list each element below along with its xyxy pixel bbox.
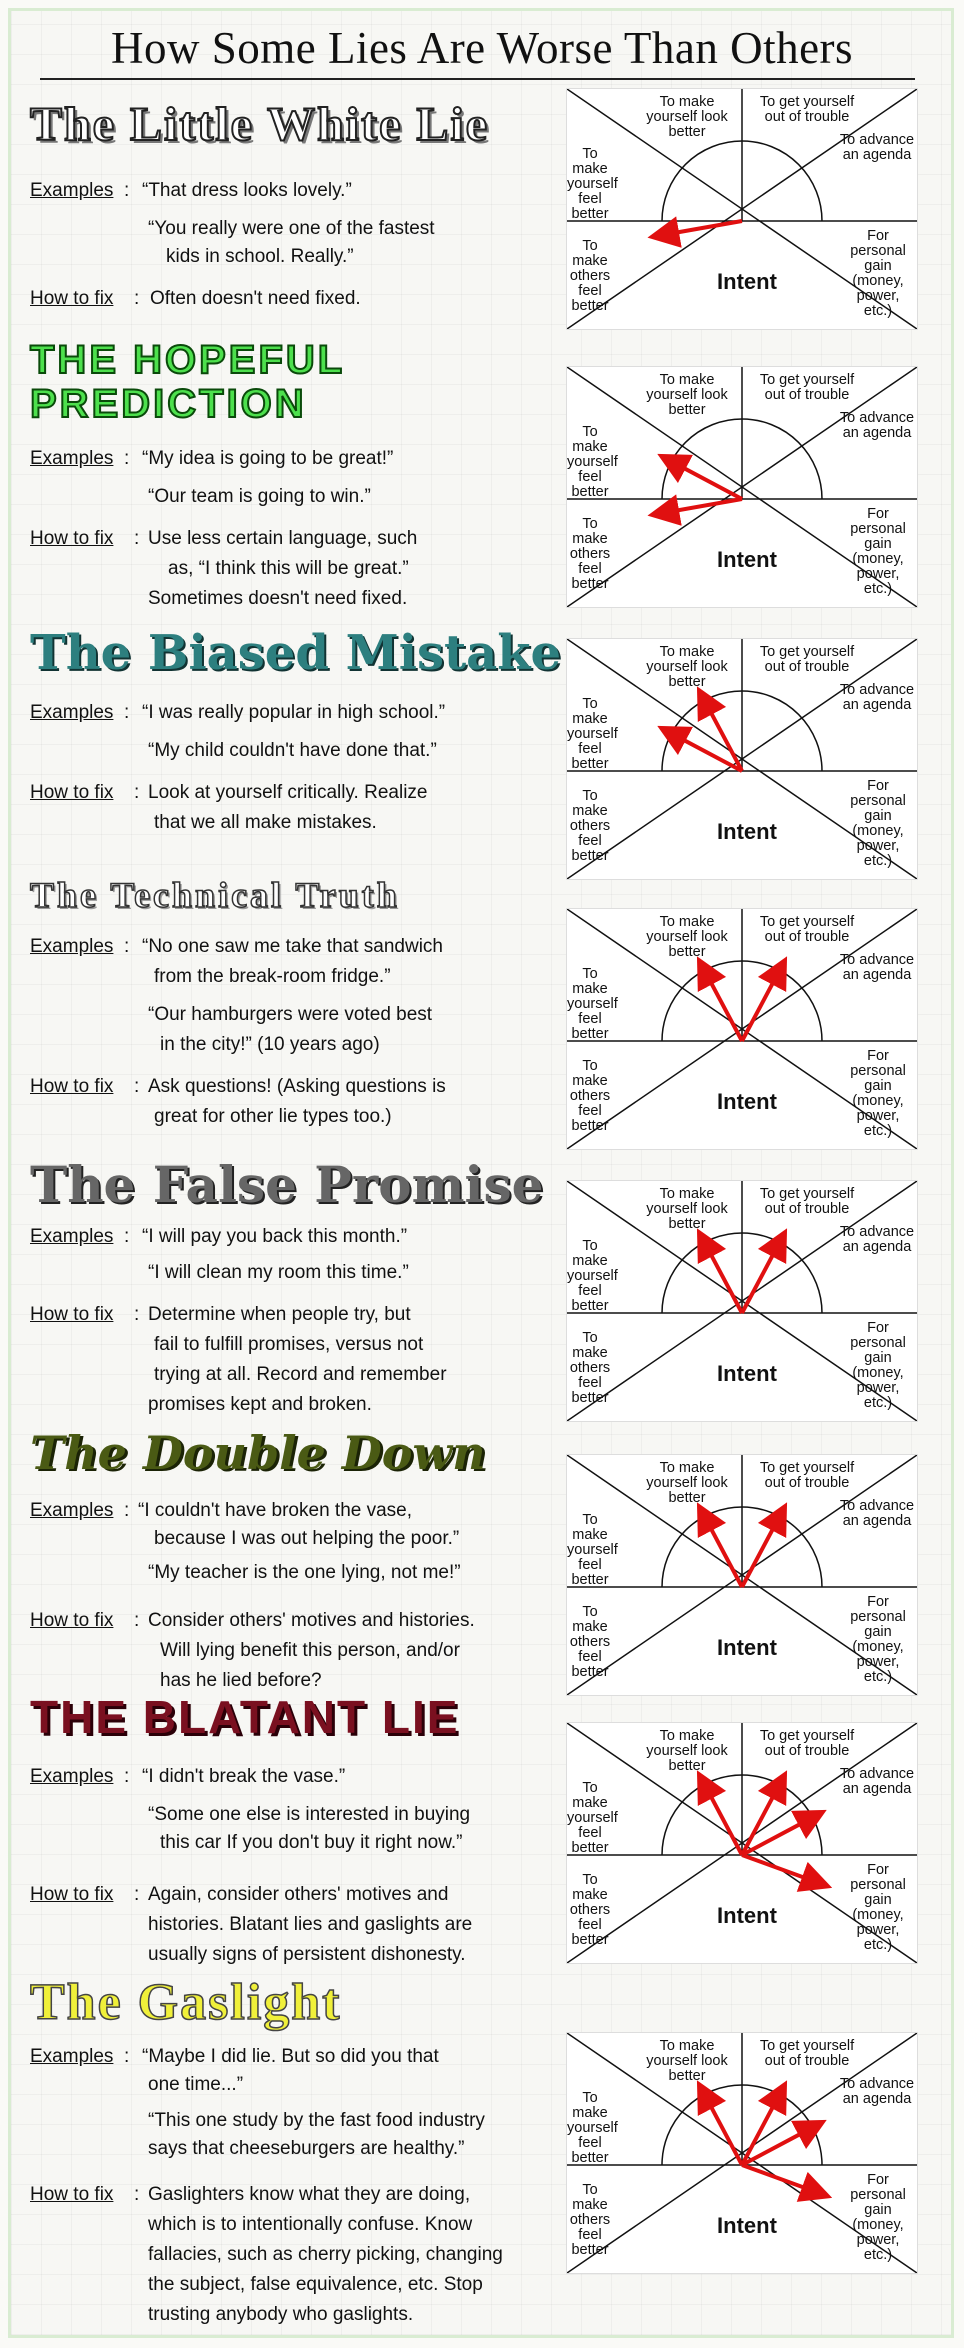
wheel-label-out-of-trouble: To get yourself out of trouble bbox=[759, 1728, 855, 1759]
example-text: “I was really popular in high school.” bbox=[142, 702, 446, 723]
wheel-label-personal-gain: For personal gain (money, power, etc.) bbox=[850, 1862, 906, 1953]
wheel-label-look-better: To make yourself look better bbox=[646, 1728, 728, 1774]
wheel-intent-label: Intent bbox=[717, 547, 777, 572]
fix-text: Again, consider others' motives and bbox=[148, 1884, 449, 1905]
fix-text: has he lied before? bbox=[160, 1670, 322, 1691]
wheel-label-yourself-feel-better: To make yourself feel better bbox=[567, 424, 618, 500]
examples-label: Examples bbox=[30, 936, 114, 957]
wheel-label-out-of-trouble: To get yourself out of trouble bbox=[759, 914, 855, 945]
wheel-intent-label: Intent bbox=[717, 269, 777, 294]
fix-text: Often doesn't need fixed. bbox=[150, 288, 361, 309]
intent-arrow bbox=[704, 1242, 742, 1313]
wheel-label-out-of-trouble: To get yourself out of trouble bbox=[759, 2038, 855, 2069]
fix-text: great for other lie types too.) bbox=[154, 1106, 392, 1127]
wheel-label-advance-agenda: To advance an agenda bbox=[839, 410, 915, 441]
example-text: says that cheeseburgers are healthy.” bbox=[148, 2138, 465, 2159]
examples-label: Examples bbox=[30, 448, 114, 469]
wheel-intent-label: Intent bbox=[717, 1089, 777, 1114]
page-title: How Some Lies Are Worse Than Others bbox=[110, 23, 854, 73]
intent-arrow bbox=[704, 1784, 742, 1855]
example-text: “You really were one of the fastest bbox=[148, 218, 435, 239]
wheel-label-out-of-trouble: To get yourself out of trouble bbox=[759, 1460, 855, 1491]
examples-label: Examples bbox=[30, 1226, 114, 1247]
wheel-label-others-feel-better: To make others feel better bbox=[569, 2182, 611, 2258]
example-text: one time...” bbox=[148, 2074, 244, 2095]
section-heading: The Little White Lie bbox=[30, 98, 490, 151]
wheel-label-advance-agenda: To advance an agenda bbox=[839, 682, 915, 713]
wheel-label-others-feel-better: To make others feel better bbox=[569, 788, 611, 864]
wheel-label-personal-gain: For personal gain (money, power, etc.) bbox=[850, 228, 906, 319]
example-text: “This one study by the fast food industry bbox=[148, 2110, 485, 2131]
fix-label: How to fix bbox=[30, 782, 114, 803]
intent-arrow bbox=[663, 221, 742, 235]
wheel-label-yourself-feel-better: To make yourself feel better bbox=[567, 1780, 618, 1856]
fix-text: usually signs of persistent dishonesty. bbox=[148, 1944, 466, 1965]
wheel-label-yourself-feel-better: To make yourself feel better bbox=[567, 1512, 618, 1588]
wheel-label-advance-agenda: To advance an agenda bbox=[839, 132, 915, 163]
intent-arrow bbox=[742, 970, 780, 1041]
wheel-intent-label: Intent bbox=[717, 2213, 777, 2238]
fix-text: Will lying benefit this person, and/or bbox=[160, 1640, 460, 1661]
wheel-label-look-better: To make yourself look better bbox=[646, 1460, 728, 1506]
wheel-label-look-better: To make yourself look better bbox=[646, 94, 728, 140]
fix-text: promises kept and broken. bbox=[148, 1394, 372, 1415]
fix-text: Use less certain language, such bbox=[148, 528, 418, 549]
intent-arrow bbox=[742, 1516, 780, 1587]
example-text: “My child couldn't have done that.” bbox=[148, 740, 437, 761]
intent-arrow bbox=[704, 2094, 742, 2165]
example-text: this car If you don't buy it right now.” bbox=[160, 1832, 463, 1853]
intent-wheel bbox=[566, 1722, 918, 1964]
fix-text: Gaslighters know what they are doing, bbox=[148, 2184, 471, 2205]
fix-text: Consider others' motives and histories. bbox=[148, 1610, 475, 1631]
intent-wheel bbox=[566, 638, 918, 880]
example-text: “I couldn't have broken the vase, bbox=[138, 1500, 413, 1521]
wheel-label-advance-agenda: To advance an agenda bbox=[839, 1224, 915, 1255]
wheel-intent-label: Intent bbox=[717, 1361, 777, 1386]
wheel-label-yourself-feel-better: To make yourself feel better bbox=[567, 1238, 618, 1314]
intent-wheel bbox=[566, 1454, 918, 1696]
intent-wheel bbox=[566, 1180, 918, 1422]
example-text: kids in school. Really.” bbox=[166, 246, 354, 267]
example-text: “Our team is going to win.” bbox=[148, 486, 371, 507]
intent-wheel bbox=[566, 2032, 918, 2274]
wheel-label-yourself-feel-better: To make yourself feel better bbox=[567, 146, 618, 222]
wheel-label-advance-agenda: To advance an agenda bbox=[839, 1766, 915, 1797]
wheel-label-out-of-trouble: To get yourself out of trouble bbox=[759, 644, 855, 675]
title-rule bbox=[40, 78, 915, 80]
examples-label: Examples bbox=[30, 1766, 114, 1787]
fix-label: How to fix bbox=[30, 1884, 114, 1905]
fix-text: trusting anybody who gaslights. bbox=[148, 2304, 414, 2325]
wheel-label-others-feel-better: To make others feel better bbox=[569, 238, 611, 314]
wheel-label-look-better: To make yourself look better bbox=[646, 644, 728, 690]
fix-text: Ask questions! (Asking questions is bbox=[148, 1076, 446, 1097]
wheel-label-advance-agenda: To advance an agenda bbox=[839, 1498, 915, 1529]
examples-label: Examples bbox=[30, 1500, 114, 1521]
example-text: from the break-room fridge.” bbox=[154, 966, 391, 987]
example-text: “I didn't break the vase.” bbox=[142, 1766, 346, 1787]
example-text: “Some one else is interested in buying bbox=[148, 1804, 471, 1825]
wheel-label-others-feel-better: To make others feel better bbox=[569, 1872, 611, 1948]
fix-label: How to fix bbox=[30, 1610, 114, 1631]
intent-arrow bbox=[742, 2165, 817, 2192]
intent-wheel bbox=[566, 908, 918, 1150]
example-text: “I will pay you back this month.” bbox=[142, 1226, 408, 1247]
wheel-label-look-better: To make yourself look better bbox=[646, 372, 728, 418]
fix-text: Look at yourself critically. Realize bbox=[148, 782, 428, 803]
fix-text: fallacies, such as cherry picking, changing bbox=[148, 2244, 503, 2265]
wheel-intent-label: Intent bbox=[717, 1635, 777, 1660]
wheel-label-out-of-trouble: To get yourself out of trouble bbox=[759, 1186, 855, 1217]
intent-arrow bbox=[704, 970, 742, 1041]
intent-wheel bbox=[566, 366, 918, 608]
section-heading: The False Promise bbox=[30, 1155, 544, 1214]
fix-label: How to fix bbox=[30, 1076, 114, 1097]
section-heading: The Double Down bbox=[30, 1426, 486, 1480]
wheel-label-personal-gain: For personal gain (money, power, etc.) bbox=[850, 778, 906, 869]
wheel-label-personal-gain: For personal gain (money, power, etc.) bbox=[850, 1048, 906, 1139]
example-text: “My teacher is the one lying, not me!” bbox=[148, 1562, 461, 1583]
section-heading: The Gaslight bbox=[30, 1974, 342, 2031]
example-text: “Maybe I did lie. But so did you that bbox=[142, 2046, 439, 2067]
examples-label: Examples bbox=[30, 180, 114, 201]
fix-text: histories. Blatant lies and gaslights are bbox=[148, 1914, 473, 1935]
wheel-label-others-feel-better: To make others feel better bbox=[569, 1058, 611, 1134]
wheel-label-look-better: To make yourself look better bbox=[646, 2038, 728, 2084]
wheel-label-personal-gain: For personal gain (money, power, etc.) bbox=[850, 1320, 906, 1411]
wheel-intent-label: Intent bbox=[717, 1903, 777, 1928]
wheel-label-others-feel-better: To make others feel better bbox=[569, 516, 611, 592]
wheel-label-yourself-feel-better: To make yourself feel better bbox=[567, 2090, 618, 2166]
fix-label: How to fix bbox=[30, 288, 114, 309]
fix-text: fail to fulfill promises, versus not bbox=[154, 1334, 424, 1355]
fix-label: How to fix bbox=[30, 2184, 114, 2205]
wheel-label-yourself-feel-better: To make yourself feel better bbox=[567, 966, 618, 1042]
example-text: “That dress looks lovely.” bbox=[142, 180, 352, 201]
fix-label: How to fix bbox=[30, 1304, 114, 1325]
section-heading: THE HOPEFUL PREDICTION bbox=[30, 338, 346, 426]
section-heading: The Technical Truth bbox=[30, 875, 400, 915]
fix-text: trying at all. Record and remember bbox=[154, 1364, 447, 1385]
fix-text: the subject, false equivalence, etc. Stop bbox=[148, 2274, 483, 2295]
wheel-label-yourself-feel-better: To make yourself feel better bbox=[567, 696, 618, 772]
wheel-label-out-of-trouble: To get yourself out of trouble bbox=[759, 372, 855, 403]
wheel-label-others-feel-better: To make others feel better bbox=[569, 1604, 611, 1680]
wheel-label-look-better: To make yourself look better bbox=[646, 1186, 728, 1232]
intent-arrow bbox=[742, 1242, 780, 1313]
wheel-label-personal-gain: For personal gain (money, power, etc.) bbox=[850, 506, 906, 597]
example-text: “I will clean my room this time.” bbox=[148, 1262, 409, 1283]
wheel-label-look-better: To make yourself look better bbox=[646, 914, 728, 960]
intent-arrow bbox=[663, 499, 742, 513]
fix-text: which is to intentionally confuse. Know bbox=[148, 2214, 473, 2235]
example-text: “No one saw me take that sandwich bbox=[142, 936, 443, 957]
fix-text: Determine when people try, but bbox=[148, 1304, 411, 1325]
example-text: “My idea is going to be great!” bbox=[142, 448, 394, 469]
section-heading: THE BLATANT LIE bbox=[30, 1691, 460, 1743]
intent-arrow bbox=[742, 1855, 817, 1882]
wheel-label-out-of-trouble: To get yourself out of trouble bbox=[759, 94, 855, 125]
example-text: because I was out helping the poor.” bbox=[154, 1528, 460, 1549]
wheel-label-others-feel-better: To make others feel better bbox=[569, 1330, 611, 1406]
wheel-label-personal-gain: For personal gain (money, power, etc.) bbox=[850, 1594, 906, 1685]
wheel-label-advance-agenda: To advance an agenda bbox=[839, 952, 915, 983]
fix-text: Sometimes doesn't need fixed. bbox=[148, 588, 408, 609]
fix-text: as, “I think this will be great.” bbox=[168, 558, 409, 579]
intent-arrow bbox=[704, 1516, 742, 1587]
wheel-label-personal-gain: For personal gain (money, power, etc.) bbox=[850, 2172, 906, 2263]
example-text: “Our hamburgers were voted best bbox=[148, 1004, 433, 1025]
section-heading: The Biased Mistake bbox=[30, 625, 562, 681]
intent-wheel bbox=[566, 88, 918, 330]
fix-text: that we all make mistakes. bbox=[154, 812, 377, 833]
wheel-intent-label: Intent bbox=[717, 819, 777, 844]
examples-label: Examples bbox=[30, 702, 114, 723]
fix-label: How to fix bbox=[30, 528, 114, 549]
wheel-label-advance-agenda: To advance an agenda bbox=[839, 2076, 915, 2107]
examples-label: Examples bbox=[30, 2046, 114, 2067]
example-text: in the city!” (10 years ago) bbox=[160, 1034, 380, 1055]
